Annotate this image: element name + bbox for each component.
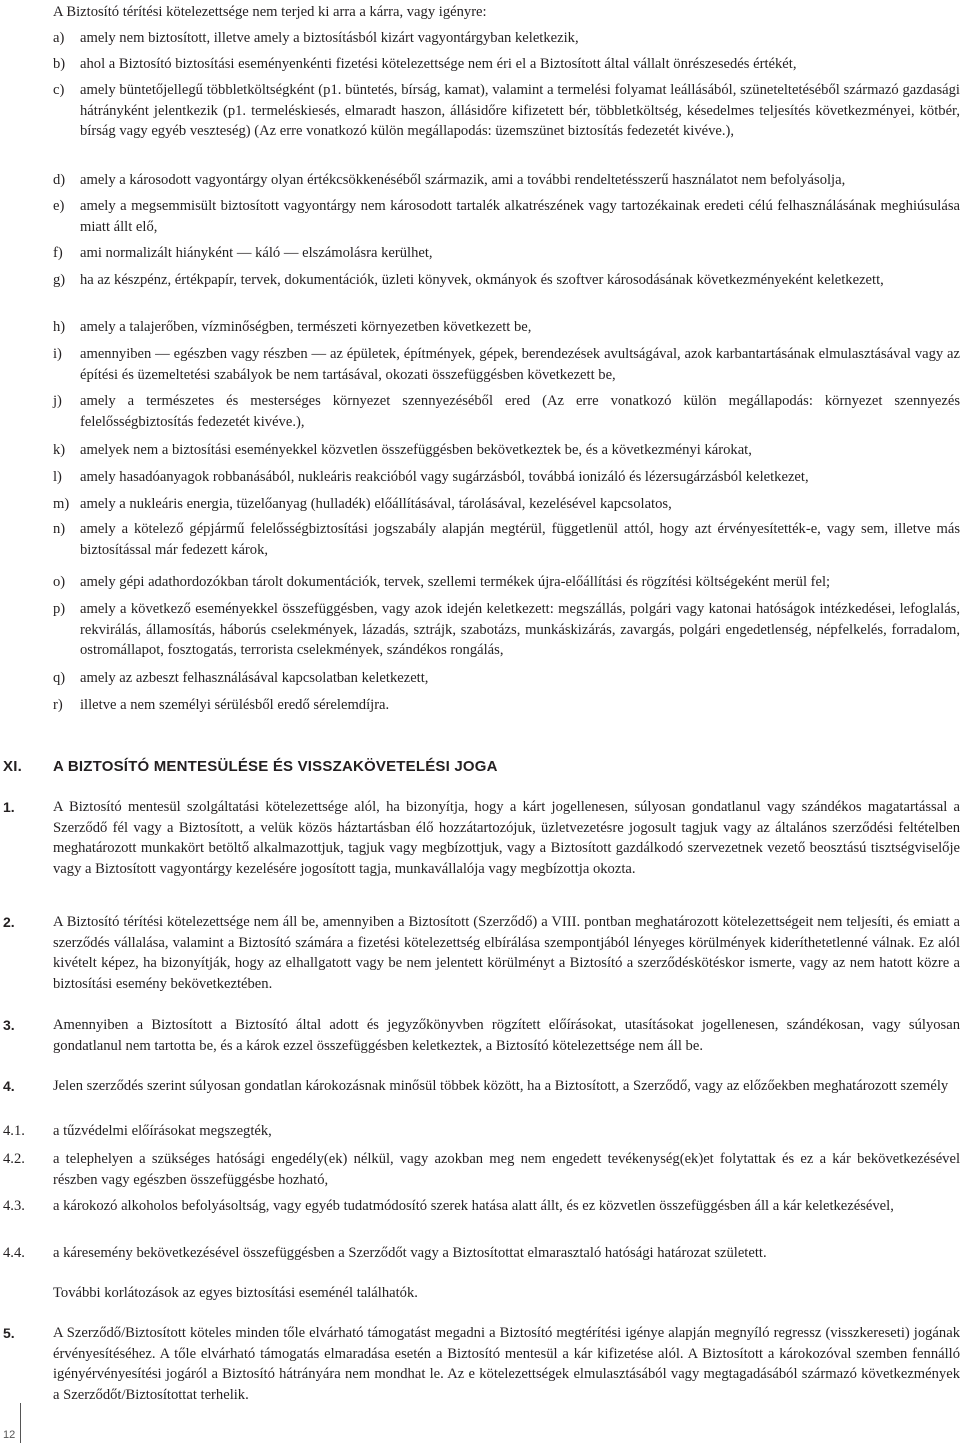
paragraph-number: 1. <box>3 799 15 815</box>
paragraph-number: 4. <box>3 1078 15 1094</box>
list-item-text: amely büntetőjellegű többletköltségként (p1. büntetés, bírság, kamat), valamint a termelési folyamat leállásából, szüneteltetéséből származó gazdasági hátrányként jelentkezik (p1. termeléskiesés, elmaradt haszon, állásidőre kifizetett bér, többletköltség, késedelmes teljesítés következményei, kötbér, bírság vagy egyéb veszteség) (Az erre vonatkozó külön megállapodás: üzemszünet biztosítás fedezetét kivéve.), <box>80 82 960 139</box>
list-marker: q) <box>53 670 66 686</box>
list-marker: d) <box>53 172 66 188</box>
paragraph-number: 4.3. <box>3 1198 25 1214</box>
list-item-text: amely az azbeszt felhasználásával kapcsolatban keletkezett, <box>80 670 429 686</box>
list-item-text: amely gépi adathordozókban tárolt dokumentációk, tervek, szellemi termékek újra-előállítási és rögzítési költségeként merül fel; <box>80 574 831 590</box>
paragraph-number: 4.4. <box>3 1245 25 1261</box>
list-item-text: ha az készpénz, értékpapír, tervek, dokumentációk, üzleti könyvek, okmányok és szoftver károsodásának következményeként keletkezett, <box>80 272 884 288</box>
list-marker: a) <box>53 30 65 46</box>
list-marker: b) <box>53 56 66 72</box>
list-marker: o) <box>53 574 66 590</box>
list-marker: h) <box>53 319 66 335</box>
section-number: XI. <box>3 758 22 775</box>
paragraph-text: a károkozó alkoholos befolyásoltság, vagy egyéb tudatmódosító szerek hatása alatt állt, és ez közvetlen összefüggésben áll a kár keletkezésével, <box>53 1198 894 1214</box>
list-item-text: amelyek nem a biztosítási eseményekkel közvetlen összefüggésben bekövetkeztek be, és a következményi károkat, <box>80 442 752 458</box>
list-marker: e) <box>53 198 65 214</box>
list-item-text: amennyiben — egészben vagy részben — az épületek, építmények, gépek, berendezések avultságával, azok karbantartásának elmulasztásával vagy az építési és üzemeltetési szabályok be nem tartásával, okozati összefüggésben következett be, <box>80 346 960 383</box>
list-item-text: illetve a nem személyi sérülésből eredő sérelemdíjra. <box>80 697 390 713</box>
paragraph-number: 4.2. <box>3 1151 25 1167</box>
list-marker: j) <box>53 393 62 409</box>
paragraph-text: A Biztosító térítési kötelezettsége nem áll be, amennyiben a Biztosított (Szerződő) a VIII. pontban meghatározott kötelezettségeit nem teljesíti, és emiatt a szerződés vállalása, valamint a Biztosító számára a fizetési kötelezettség elbírálása szempontjából lényeges körülmények kideríthetetlenné válnak. Ez alól kivételt képez, ha bizonyítják, hogy az elhallgatott vagy be nem jelentett körülményt a Biztosító a szerződéskötéskor ismerte, vagy az nem hatott közre a biztosítási esemény bekövetkeztében. <box>53 914 960 992</box>
list-marker: i) <box>53 346 62 362</box>
list-item-text: amely nem biztosított, illetve amely a biztosításból kizárt vagyontárgyban keletkezik, <box>80 30 579 46</box>
list-item-text: amely a természetes és mesterséges környezet szennyezéséből ered (Az erre vonatkozó külön megállapodás: környezet szennyezés felelősségbiztosítás fedezetét kivéve.), <box>80 393 960 430</box>
paragraph-text: További korlátozások az egyes biztosítási eseménél találhatók. <box>53 1285 418 1301</box>
list-marker: r) <box>53 697 63 713</box>
list-item-text: amely a károsodott vagyontárgy olyan értékcsökkenéséből származik, ami a további rendeltetésszerű használatot nem befolyásolja, <box>80 172 846 188</box>
list-marker: k) <box>53 442 66 458</box>
list-marker: g) <box>53 272 66 288</box>
paragraph-number: 3. <box>3 1017 15 1033</box>
list-marker: l) <box>53 469 62 485</box>
list-item-text: ahol a Biztosító biztosítási eseményenkénti fizetési kötelezettsége nem éri el a Biztosított által vállalt önrészesedés értékét, <box>80 56 797 72</box>
list-item-text: amely a következő eseményekkel összefüggésben, vagy azok idején keletkezett: megszállás, polgári vagy katonai hatóságok intézkedései, lefoglalás, rekvirálás, államosítás, háborús cselekmények, lázadás, sztrájk, szabotázs, munkáskizárás, zavargás, polgári engedetlenség, népfelkelés, forradalom, ostromállapot, fosztogatás, terrorista cselekmények, szándékos rongálás, <box>80 601 960 658</box>
paragraph-text: a tűzvédelmi előírásokat megszegték, <box>53 1123 272 1139</box>
section-title: A BIZTOSÍTÓ MENTESÜLÉSE ÉS VISSZAKÖVETELÉSI JOGA <box>53 758 498 775</box>
paragraph-text: A Szerződő/Biztosított köteles minden tőle elvárható támogatást megadni a Biztosító megtérítési igénye alapján megnyíló regressz (visszkereseti) jogának érvényesítéséhez. A tőle elvárható támogatás elmaradása esetén a Biztosító mentesül a kár kifizetése alól. A Biztosított a károkozóval szemben fennálló igényérvényesítési jogáról a Biztosító hátrányára nem mondhat le. Az e kötelezettségek elmulasztásából vagy megtagadásából származó következmények a Szerződőt/Biztosítottat terhelik. <box>53 1325 960 1403</box>
list-item-text: amely a talajerőben, vízminőségben, természeti környezetben következett be, <box>80 319 532 335</box>
list-item-text: amely a kötelező gépjármű felelősségbiztosítási jogszabály alapján megtérül, függetlenül attól, hogy azt érvényesítették-e, vagy sem, illetve más biztosítással már fedezett károk, <box>80 521 960 558</box>
paragraph-number: 5. <box>3 1325 15 1341</box>
list-marker: m) <box>53 496 70 512</box>
list-marker: f) <box>53 245 63 261</box>
intro-paragraph: A Biztosító térítési kötelezettsége nem terjed ki arra a kárra, vagy igényre: <box>53 4 487 20</box>
list-item-text: amely a nukleáris energia, tüzelőanyag (hulladék) előállításával, tárolásával, kezelésével kapcsolatos, <box>80 496 672 512</box>
list-item-text: ami normalizált hiányként — káló — elszámolásra kerülhet, <box>80 245 433 261</box>
list-item-text: amely hasadóanyagok robbanásából, nukleáris reakcióból vagy sugárzásból, továbbá ionizáló és lézersugárzásból keletkezet, <box>80 469 809 485</box>
paragraph-text: a káresemény bekövetkezésével összefüggésben a Szerződőt vagy a Biztosítottat elmarasztaló hatósági határozat született. <box>53 1245 767 1261</box>
margin-rule <box>20 1403 21 1443</box>
paragraph-number: 2. <box>3 914 15 930</box>
paragraph-number: 4.1. <box>3 1123 25 1139</box>
page-number: 12 <box>3 1429 16 1441</box>
list-marker: p) <box>53 601 66 617</box>
paragraph-text: A Biztosító mentesül szolgáltatási kötelezettsége alól, ha bizonyítja, hogy a kárt jogellenesen, súlyosan gondatlanul vagy szándékos magatartással a Szerződő fél vagy a Biztosított, a velük közös háztartásban élő hozzátartozójuk, üzletvezetésre jogosult tagjuk vagy az általános szerződési feltételben meghatározott munkakört betöltő alkalmazottjuk, tagjuk vagy megbízottjuk, vagy a Biztosított gazdálkodó szervezetnek vezető beosztású tisztségviselője vagy a Biztosított vagyontárgy kezelésére jogosított tagja, munkavállalója vagy megbízottja okozta. <box>53 799 960 877</box>
paragraph-text: Amennyiben a Biztosított a Biztosító által adott és jegyzőkönyvben rögzített előírásokat, utasításokat jogellenesen, szándékosan, vagy súlyosan gondatlanul nem tartotta be, és a károk ezzel összefüggésben keletkeztek, a Biztosító kötelezettsége nem áll be. <box>53 1017 960 1054</box>
paragraph-text: a telephelyen a szükséges hatósági engedély(ek) nélkül, vagy azokban meg nem engedett tevékenység(ek)et folytattak és ez a kár bekövetkezésével részben vagy egészben összefüggésbe hozható, <box>53 1151 960 1188</box>
paragraph-text: Jelen szerződés szerint súlyosan gondatlan károkozásnak minősül többek között, ha a Biztosított, a Szerződő, vagy az előzőekben meghatározott személy <box>53 1078 949 1094</box>
list-item-text: amely a megsemmisült biztosított vagyontárgy nem károsodott tartalék alkatrészének vagy tartozékainak eredeti célú felhasználásának meghiúsulása miatt állt elő, <box>80 198 960 235</box>
list-marker: n) <box>53 521 66 537</box>
list-marker: c) <box>53 82 65 98</box>
